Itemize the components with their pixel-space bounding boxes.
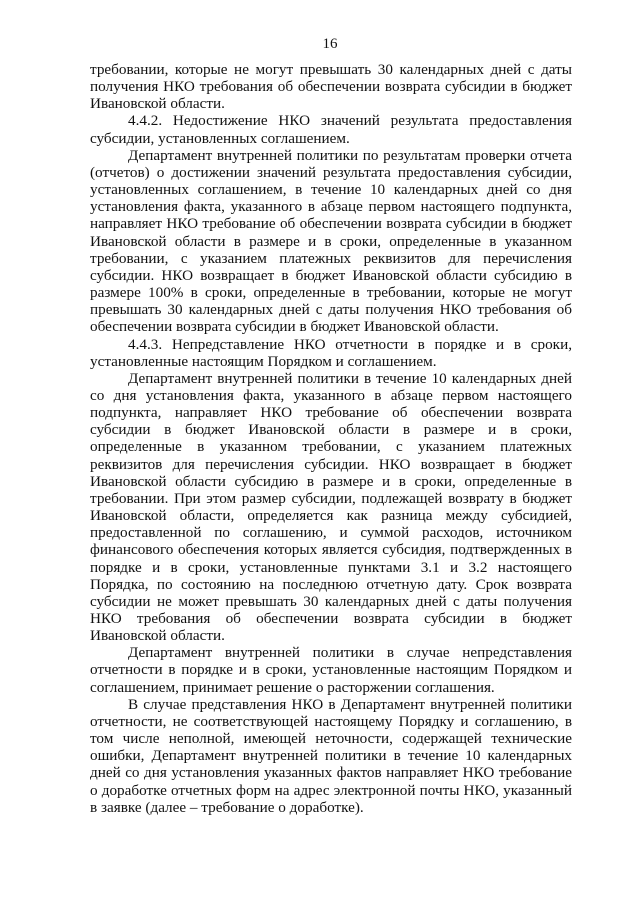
paragraph-4-4-3-heading: 4.4.3. Непредставление НКО отчетности в порядке и в сроки, установленные настоящим Порядком и соглашением.: [90, 335, 572, 370]
paragraph-4-4-2-body: Департамент внутренней политики по результатам проверки отчета (отчетов) о достижении значений результата предоставления субсидии, установленных соглашением, в течение 10 календарных дней со дня установления факта, указанного в абзаце первом настоящего подпункта, направляет НКО требование об обеспечении возврата субсидии в бюджет Ивановской области в размере и в сроки, определенные в указанном требовании, с указанием платежных реквизитов для перечисления субсидии. НКО возвращает в бюджет Ивановской области субсидию в размере 100% в сроки, определенные в требовании, которые не могут превышать 30 календарных дней с даты получения НКО требования об обеспечении возврата субсидии в бюджет Ивановской области.: [90, 146, 572, 336]
document-body: [90, 61, 572, 816]
paragraph-termination: Департамент внутренней политики в случае непредставления отчетности в порядке и в сроки, установленные настоящим Порядком и соглашением, принимает решение о расторжении соглашения.: [90, 644, 572, 696]
paragraph-4-4-3-body: Департамент внутренней политики в течение 10 календарных дней со дня установления факта, указанного в абзаце первом настоящего подпункта, направляет НКО требование об обеспечении возврата субсидии в бюджет Ивановской области в размере и в сроки, определенные в указанном требовании, с указанием платежных реквизитов для перечисления субсидии. НКО возвращает в бюджет Ивановской области субсидию в размере и в сроки, определенные в требовании. При этом размер субсидии, подлежащей возврату в бюджет Ивановской области, определяется как разница между субсидией, предоставленной по соглашению, и суммой расходов, источником финансового обеспечения которых является субсидия, подтвержденных в порядке и в сроки, установленные пунктами 3.1 и 3.2 настоящего Порядка, по состоянию на последнюю отчетную дату. Срок возврата субсидии не может превышать 30 календарных дней с даты получения НКО требования об обеспечении возврата субсидии в бюджет Ивановской области.: [90, 369, 572, 645]
paragraph-4-4-2-heading: 4.4.2. Недостижение НКО значений результата предоставления субсидии, установленных соглашением.: [90, 112, 572, 147]
page-number: 16: [322, 36, 338, 52]
paragraph-continuation: требовании, которые не могут превышать 30 календарных дней с даты получения НКО требования об обеспечении возврата субсидии в бюджет Ивановской области.: [90, 61, 572, 113]
paragraph-revision-request: В случае представления НКО в Департамент внутренней политики отчетности, не соответствующей настоящему Порядку и соглашению, в том числе неполной, имеющей неточности, содержащей технические ошибки, Департамент внутренней политики в течение 10 календарных дней со дня установления указанных фактов направляет НКО требование о доработке отчетных форм на адрес электронной почты НКО, указанный в заявке (далее – требование о доработке).: [90, 695, 572, 816]
